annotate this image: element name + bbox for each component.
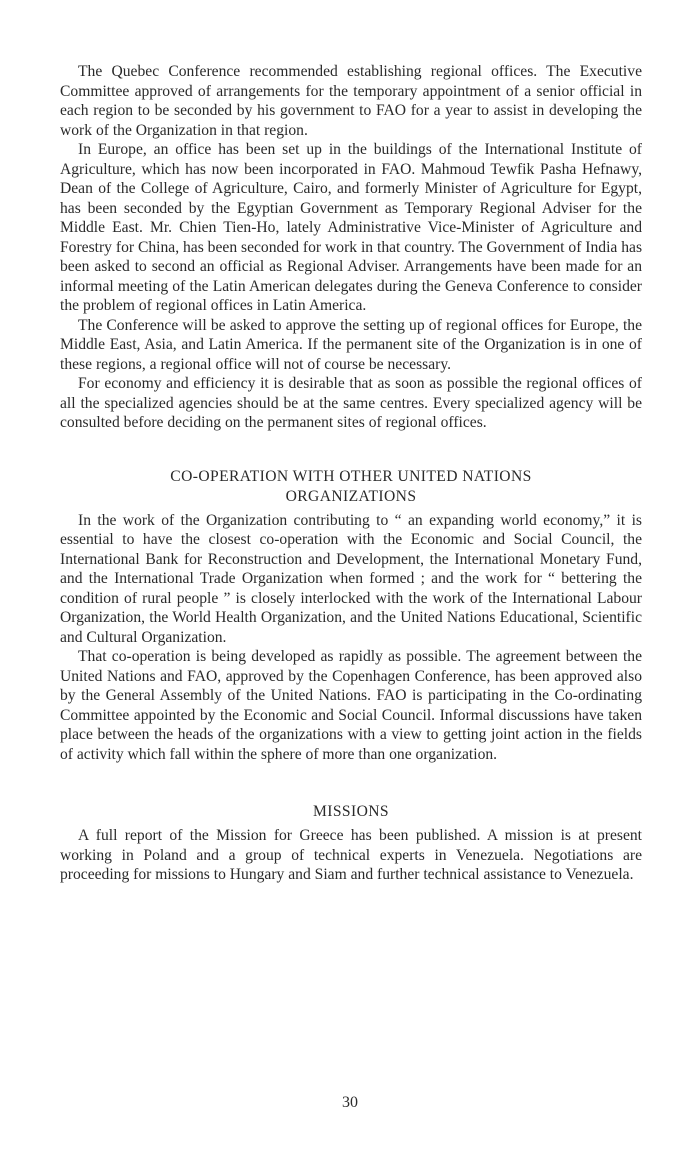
cooperation-paragraph-2: That co-operation is being developed as rapidly as possible. The agreement between the United Nations and FAO, approved by the Copenhagen Conference, has been approved also by the General Assembly of the United Nations. FAO is participating in the Co-ordinating Committee appointed by the Economic and Social Council. Informal discussions have taken place between the heads of the organizations with a view to getting joint action in the fields of activity which fall within the sphere of more than one organization.: [60, 648, 642, 763]
intro-paragraph-1: The Quebec Conference recommended establishing regional offices. The Executive Committee approved of arrangements for the temporary appointment of a senior official in each region to be seconded by his government to FAO for a year to assist in developing the work of the Organization in that region.: [60, 63, 642, 139]
intro-paragraph-4: For economy and efficiency it is desirable that as soon as possible the regional offices of all the specialized agencies should be at the same centres. Every specialized agency will be consulted before deciding on the permanent sites of regional offices.: [60, 375, 642, 431]
cooperation-heading-line2: ORGANIZATIONS: [285, 487, 417, 505]
page-number: 30: [342, 1094, 358, 1111]
page-body: [60, 62, 642, 885]
intro-paragraph-2: In Europe, an office has been set up in the buildings of the International Institute of Agriculture, which has now been incorporated in FAO. Mahmoud Tewfik Pasha Hefnawy, Dean of the College of Agriculture, Cairo, and formerly Minister of Agriculture for Egypt, has been seconded by the Egyptian Government as Temporary Regional Adviser for the Middle East. Mr. Chien Tien-Ho, lately Administrative Vice-Minister of Agriculture and Forestry for China, has been seconded for work in that country. The Government of India has been asked to second an official as Regional Adviser. Arrangements have been made for an informal meeting of the Latin American delegates during the Geneva Conference to consider the problem of regional offices in Latin America.: [60, 141, 643, 314]
missions-paragraph-1: A full report of the Mission for Greece has been published. A mission is at present working in Poland and a group of technical experts in Venezuela. Negotiations are proceeding for missions to Hungary and Siam and further technical assistance to Venezuela.: [60, 827, 642, 883]
missions-heading: MISSIONS: [313, 803, 389, 820]
cooperation-paragraph-1: In the work of the Organization contributing to “ an expanding world economy,” it is essential to have the closest co-operation with the Economic and Social Council, the International Bank for Reconstruction and Development, the International Monetary Fund, and the International Trade Organization when formed ; and the work for “ bettering the condition of rural people ” is closely interlocked with the work of the International Labour Organization, the World Health Organization, and the United Nations Educational, Scientific and Cultural Organization.: [60, 511, 642, 646]
cooperation-heading: [60, 467, 642, 507]
intro-paragraph-3: The Conference will be asked to approve the setting up of regional offices for Europe, the Middle East, Asia, and Latin America. If the permanent site of the Organization is in one of these regions, a regional office will not of course be necessary.: [60, 316, 642, 373]
cooperation-heading-line1: CO-OPERATION WITH OTHER UNITED NATIONS: [170, 467, 532, 485]
